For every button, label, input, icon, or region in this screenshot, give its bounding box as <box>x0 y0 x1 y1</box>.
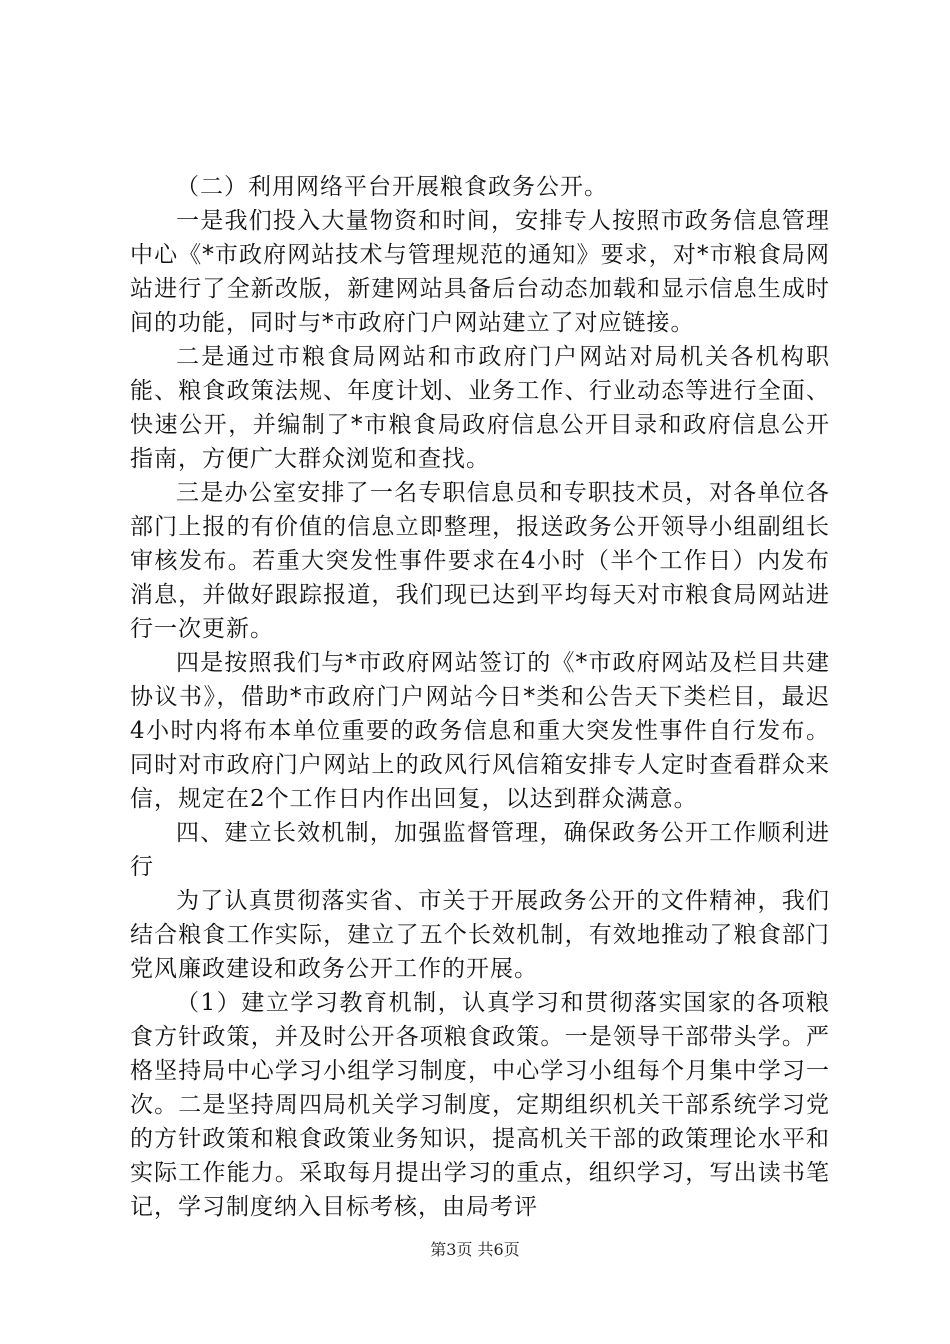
document-body <box>130 170 830 1224</box>
paragraph-intro-mechanism: 为了认真贯彻落实省、市关于开展政务公开的文件精神，我们结合粮食工作实际，建立了五个长效机制，有效地推动了粮食部门党风廉政建设和政务公开工作的开展。 <box>130 888 830 982</box>
paragraph-item-four: 四是按照我们与*市政府网站签订的《*市政府网站及栏目共建协议书》，借助*市政府门户网站今日*类和公告天下类栏目，最迟4小时内将布本单位重要的政务信息和重大突发性事件自行发布。同时对市政府门户网站上的政风行风信箱安排专人定时查看群众来信，规定在2个工作日内作出回复，以达到群众满意。 <box>130 650 830 812</box>
paragraph-heading-network-platform: （二）利用网络平台开展粮食政务公开。 <box>176 174 608 200</box>
paragraph-heading-mechanism: 四、建立长效机制，加强监督管理，确保政务公开工作顺利进行 <box>130 820 830 880</box>
paragraph-mechanism-one: （1）建立学习教育机制，认真学习和贯彻落实国家的各项粮食方针政策，并及时公开各项粮食政策。一是领导干部带头学。严格坚持局中心学习小组学习制度，中心学习小组每个月集中学习一次。二是坚持周四局机关学习制度，定期组织机关干部系统学习党的方针政策和粮食政策业务知识，提高机关干部的政策理论水平和实际工作能力。采取每月提出学习的重点，组织学习，写出读书笔记，学习制度纳入目标考核，由局考评 <box>130 990 830 1220</box>
paragraph-item-three: 三是办公室安排了一名专职信息员和专职技术员，对各单位各部门上报的有价值的信息立即整理，报送政务公开领导小组副组长审核发布。若重大突发性事件要求在4小时（半个工作日）内发布消息，并做好跟踪报道，我们现已达到平均每天对市粮食局网站进行一次更新。 <box>130 480 830 642</box>
page-number-footer: 第3页 共6页 <box>430 1240 520 1259</box>
paragraph-item-two: 二是通过市粮食局网站和市政府门户网站对局机关各机构职能、粮食政策法规、年度计划、业务工作、行业动态等进行全面、快速公开，并编制了*市粮食局政府信息公开目录和政府信息公开指南，方便广大群众浏览和查找。 <box>130 344 830 472</box>
paragraph-item-one: 一是我们投入大量物资和时间，安排专人按照市政务信息管理中心《*市政府网站技术与管理规范的通知》要求，对*市粮食局网站进行了全新改版，新建网站具备后台动态加载和显示信息生成时间的功能，同时与*市政府门户网站建立了对应链接。 <box>130 208 830 336</box>
